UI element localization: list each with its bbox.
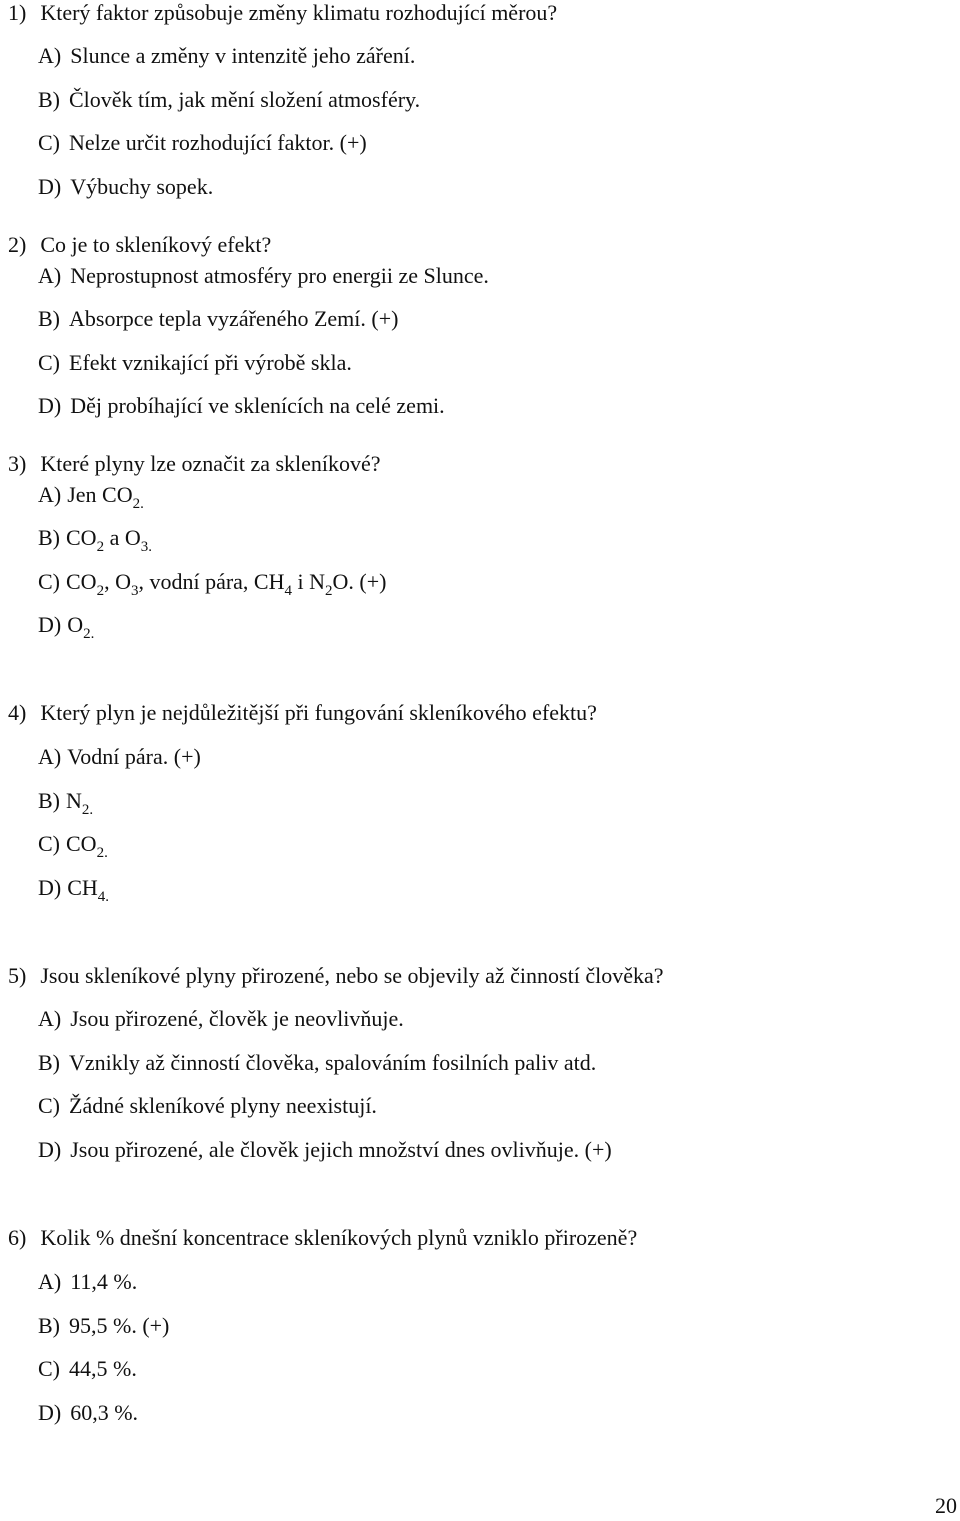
q6-option-b — [38, 1313, 169, 1339]
q1-option-c — [38, 130, 367, 156]
option-text: Nelze určit rozhodující faktor. (+) — [69, 130, 367, 155]
option-letter: C) — [38, 130, 60, 155]
question-text: Který plyn je nejdůležitější při fungování skleníkového efektu? — [40, 700, 597, 725]
option-text: O — [67, 612, 84, 637]
subscript: 2 — [96, 583, 105, 599]
option-text: N — [66, 788, 82, 813]
question-text: Co je to skleníkový efekt? — [40, 232, 272, 257]
option-letter: B) — [38, 1050, 60, 1075]
option-text: CH — [67, 875, 98, 900]
option-text: CO — [66, 831, 97, 856]
question-3 — [8, 451, 381, 477]
option-text: , vodní pára, CH — [138, 569, 285, 594]
subscript: 2. — [81, 802, 94, 818]
q4-option-d — [38, 875, 110, 905]
question-text: Jsou skleníkové plyny přirozené, nebo se objevily až činností člověka? — [40, 963, 664, 988]
option-letter: A) — [38, 43, 62, 68]
subscript: 4 — [284, 583, 292, 599]
question-6 — [8, 1225, 637, 1251]
option-letter: D) — [38, 1137, 62, 1162]
question-number: 4) — [8, 700, 27, 725]
subscript: 2. — [132, 496, 144, 512]
subscript: 2 — [96, 539, 105, 555]
option-letter: D) — [38, 875, 62, 900]
q2-option-c — [38, 350, 352, 376]
option-text: Jsou přirozené, člověk je neovlivňuje. — [70, 1006, 404, 1031]
q2-option-b — [38, 306, 398, 332]
option-letter: B) — [38, 1313, 60, 1338]
option-text: 44,5 %. — [69, 1356, 137, 1381]
option-letter: C) — [38, 1093, 60, 1118]
q2-option-d — [38, 393, 445, 419]
question-number: 5) — [8, 963, 27, 988]
question-1 — [8, 0, 557, 26]
option-text: Děj probíhající ve sklenících na celé zemi. — [70, 393, 445, 418]
question-number: 3) — [8, 451, 27, 476]
option-letter: A) — [38, 1269, 62, 1294]
option-letter: D) — [38, 1400, 62, 1425]
option-text: CO — [66, 525, 97, 550]
option-letter: A) — [38, 263, 62, 288]
question-number: 6) — [8, 1225, 27, 1250]
question-text: Který faktor způsobuje změny klimatu rozhodující měrou? — [40, 0, 558, 25]
question-number: 1) — [8, 0, 27, 25]
option-letter: A) — [38, 744, 62, 769]
option-letter: D) — [38, 174, 62, 199]
option-letter: B) — [38, 525, 60, 550]
option-text: Vznikly až činností člověka, spalováním fosilních paliv atd. — [69, 1050, 597, 1075]
option-text: a O — [104, 525, 141, 550]
option-text: Žádné skleníkové plyny neexistují. — [69, 1093, 377, 1118]
question-text: Kolik % dnešní koncentrace skleníkových plynů vzniklo přirozeně? — [40, 1225, 638, 1250]
option-text: Efekt vznikající při výrobě skla. — [69, 350, 352, 375]
subscript: 3. — [140, 539, 152, 555]
option-letter: C) — [38, 569, 60, 594]
question-text: Které plyny lze označit za skleníkové? — [40, 451, 381, 476]
option-text: CO — [66, 569, 97, 594]
q4-option-a — [38, 744, 201, 770]
option-text: Absorpce tepla vyzářeného Zemí. (+) — [69, 306, 399, 331]
option-text: 11,4 %. — [70, 1269, 138, 1294]
option-text: i N — [291, 569, 325, 594]
q5-option-b — [38, 1050, 596, 1076]
option-letter: D) — [38, 393, 62, 418]
option-text: , O — [104, 569, 131, 594]
option-letter: A) — [38, 1006, 62, 1031]
q3-option-d — [38, 612, 95, 642]
option-text: Neprostupnost atmosféry pro energii ze Slunce. — [70, 263, 489, 288]
q6-option-a — [38, 1269, 137, 1295]
question-number: 2) — [8, 232, 27, 257]
option-letter: D) — [38, 612, 62, 637]
q6-option-d — [38, 1400, 138, 1426]
option-text: Výbuchy sopek. — [70, 174, 214, 199]
option-letter: B) — [38, 87, 60, 112]
subscript: 2. — [83, 626, 95, 642]
option-text: Jsou přirozené, ale člověk jejich množství dnes ovlivňuje. (+) — [70, 1137, 612, 1162]
option-text: Slunce a změny v intenzitě jeho záření. — [70, 43, 416, 68]
option-text: 60,3 %. — [70, 1400, 139, 1425]
question-5 — [8, 963, 664, 989]
q3-option-a — [38, 482, 144, 512]
subscript: 2 — [324, 583, 333, 599]
q4-option-c — [38, 831, 108, 861]
subscript: 3 — [130, 583, 139, 599]
question-4 — [8, 700, 597, 726]
option-text: Vodní pára. (+) — [67, 744, 201, 769]
option-letter: A) — [38, 482, 62, 507]
q5-option-a — [38, 1006, 404, 1032]
q4-option-b — [38, 788, 94, 818]
subscript: 4. — [97, 889, 110, 905]
q2-option-a — [38, 263, 489, 289]
q6-option-c — [38, 1356, 137, 1382]
question-2 — [8, 232, 271, 258]
q1-option-b — [38, 87, 420, 113]
option-text: Člověk tím, jak mění složení atmosféry. — [69, 87, 421, 112]
option-letter: C) — [38, 831, 60, 856]
q3-option-b — [38, 525, 152, 555]
q5-option-d — [38, 1137, 612, 1163]
subscript: 2. — [96, 845, 108, 861]
option-text: O. (+) — [332, 569, 387, 594]
page-number: 20 — [935, 1493, 957, 1518]
option-text: Jen CO — [67, 482, 133, 507]
option-letter: C) — [38, 350, 60, 375]
q3-option-c — [38, 569, 387, 599]
q1-option-d — [38, 174, 213, 200]
q5-option-c — [38, 1093, 377, 1119]
option-letter: B) — [38, 788, 60, 813]
option-letter: C) — [38, 1356, 60, 1381]
option-text: 95,5 %. (+) — [69, 1313, 170, 1338]
option-letter: B) — [38, 306, 60, 331]
q1-option-a — [38, 43, 415, 69]
